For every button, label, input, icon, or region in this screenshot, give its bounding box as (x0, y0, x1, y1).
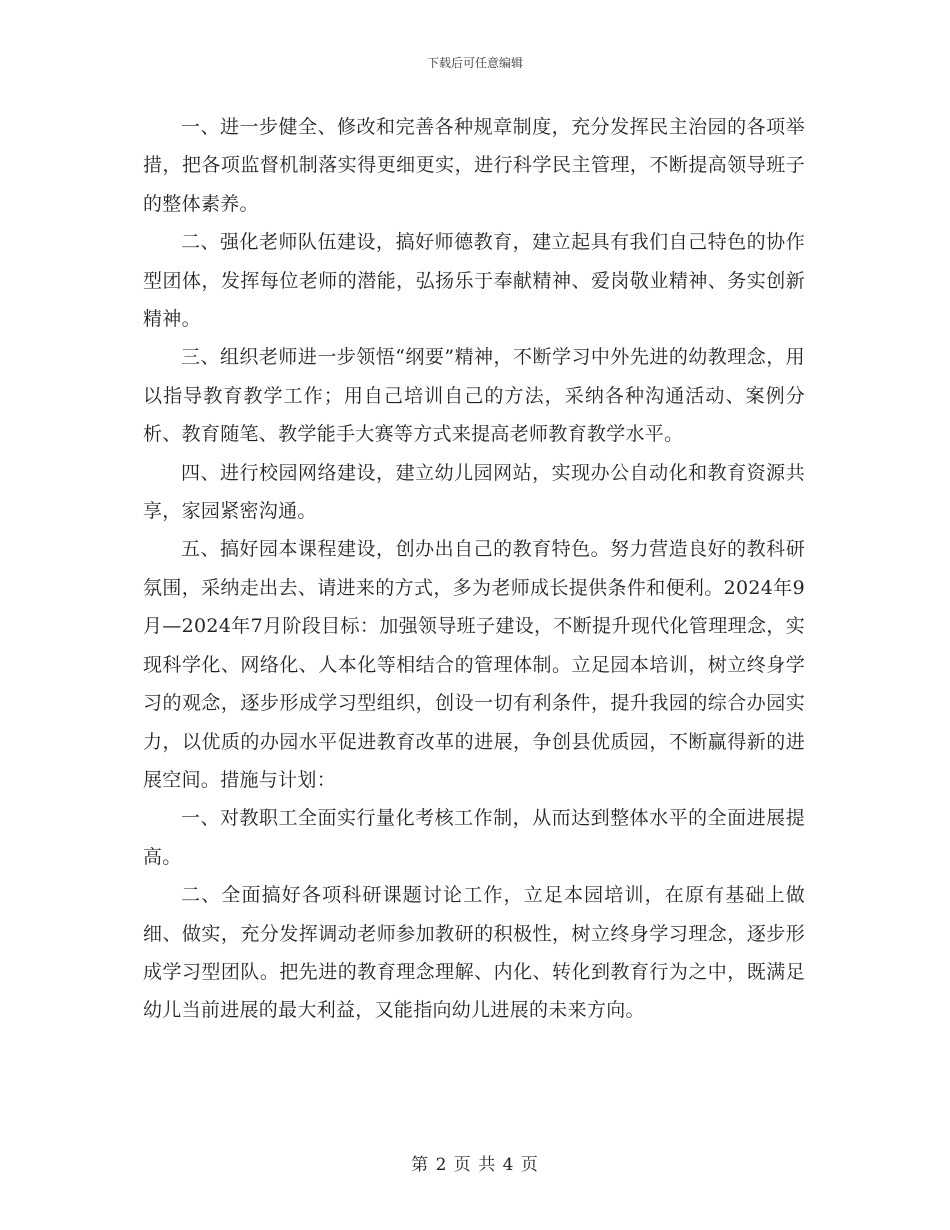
paragraph: 一、进一步健全、修改和完善各种规章制度，充分发挥民主治园的各项举措，把各项监督机制落实得更细更实，进行科学民主管理，不断提高领导班子的整体素养。 (143, 116, 805, 215)
paragraph: 二、全面搞好各项科研课题讨论工作，立足本园培训，在原有基础上做细、做实，充分发挥调动老师参加教研的积极性，树立终身学习理念，逐步形成学习型团队。把先进的教育理念理解、内化、转化到教育行为之中，既满足幼儿当前进展的最大利益，又能指向幼儿进展的未来方向。 (143, 884, 805, 1022)
paragraph: 四、进行校园网络建设，建立幼儿园网站，实现办公自动化和教育资源共享，家园紧密沟通。 (143, 461, 805, 523)
page-number: 第 2 页 共 4 页 (411, 1155, 539, 1175)
paragraph: 二、强化老师队伍建设，搞好师德教育，建立起具有我们自己特色的协作型团体，发挥每位老师的潜能，弘扬乐于奉献精神、爱岗敬业精神、务实创新精神。 (143, 231, 805, 331)
paragraph: 一、对教职工全面实行量化考核工作制，从而达到整体水平的全面进展提高。 (143, 807, 805, 868)
paragraph: 三、组织老师进一步领悟“纲要”精神，不断学习中外先进的幼教理念，用以指导教育教学工作；用自己培训自己的方法，采纳各种沟通活动、案例分析、教育随笔、教学能手大赛等方式来提高老师教育教学水平。 (143, 346, 805, 446)
paragraph: 五、搞好园本课程建设，创办出自己的教育特色。努力营造良好的教科研氛围，采纳走出去、请进来的方式，多为老师成长提供条件和便利。2024年9月—2024年7月阶段目标：加强领导班子建设，不断提升现代化管理理念，实现科学化、网络化、人本化等相结合的管理体制。立足园本培训，树立终身学习的观念，逐步形成学习型组织，创设一切有利条件，提升我园的综合办园实力，以优质的办园水平促进教育改革的进展，争创县优质园，不断赢得新的进展空间。措施与计划： (143, 538, 805, 791)
document-body (143, 108, 805, 1030)
header-note: 下载后可任意编辑 (426, 56, 523, 70)
